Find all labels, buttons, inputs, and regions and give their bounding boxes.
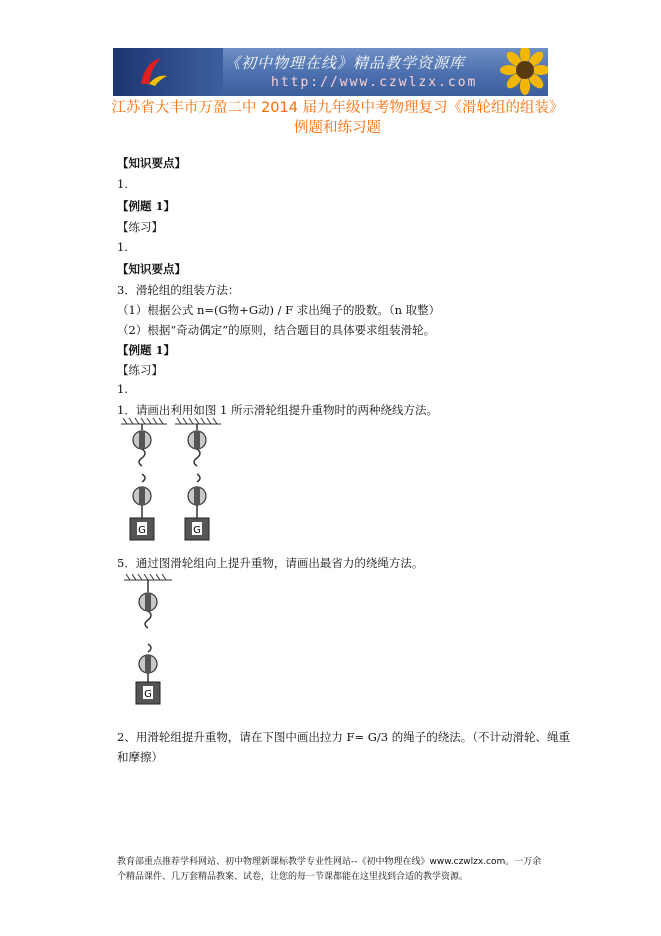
banner-url[interactable]: http://www.czwlzx.com — [271, 75, 478, 90]
method-step-1: （1）根据公式 n=(G物+G动) / F 求出绳子的股数。（n 取整） — [117, 303, 441, 317]
fixed-pulley-icon — [188, 424, 206, 466]
section-heading-practice: 【练习】 — [117, 363, 163, 377]
fixed-pulley-icon — [139, 580, 157, 628]
weight-label: G — [193, 525, 201, 536]
method-heading: 3．滑轮组的组装方法： — [117, 283, 240, 297]
pulley-figure-1 — [117, 418, 227, 548]
item-number: 1. — [117, 177, 128, 191]
section-heading-example: 【例题 1】 — [117, 343, 176, 357]
footer-line-2: 个精品课件、几万套精品教案、试卷，让您的每一节课都能在这里找到合适的教学资源。 — [117, 872, 469, 882]
fixed-pulley-icon — [133, 424, 151, 466]
site-logo-icon — [135, 54, 171, 90]
section-heading-example: 【例题 1】 — [117, 199, 176, 213]
page-footer — [117, 855, 557, 885]
question-2-continued: 和摩擦） — [117, 750, 163, 764]
document-title: 江苏省大丰市万盈二中 2014 届九年级中考物理复习《滑轮组的组装》 — [111, 100, 564, 116]
footer-line-1: 教育部重点推荐学科网站、初中物理新课标教学专业性网站--《初中物理在线》www.czwlzx.com。一万余 — [117, 857, 542, 867]
question-2: 2、用滑轮组提升重物，请在下图中画出拉力 F= G/3 的绳子的绕法。（不计动滑轮、绳重 — [117, 730, 571, 744]
weight-label: G — [144, 689, 152, 700]
sunflower-icon — [493, 48, 548, 96]
header-banner — [113, 48, 548, 96]
section-heading-knowledge: 【知识要点】 — [117, 262, 186, 276]
ceiling-support — [124, 574, 172, 580]
item-number: 1. — [117, 240, 128, 254]
ceiling-support — [121, 418, 221, 424]
question-1: 1．请画出利用如图 1 所示滑轮组提升重物时的两种绕线方法。 — [117, 403, 438, 417]
method-step-2: （2）根据“奇动偶定”的原则，结合题目的具体要求组装滑轮。 — [117, 323, 436, 337]
pulley-figure-2 — [122, 574, 182, 708]
banner-title: 《初中物理在线》精品教学资源库 — [225, 54, 466, 72]
question-5: 5．通过图滑轮组向上提升重物，请画出最省力的绕绳方法。 — [117, 556, 424, 570]
weight-label: G — [138, 525, 146, 536]
section-heading-practice: 【练习】 — [117, 220, 163, 234]
section-heading-knowledge: 【知识要点】 — [117, 156, 186, 170]
item-number: 1. — [117, 382, 128, 396]
document-subtitle: 例题和练习题 — [294, 120, 381, 136]
